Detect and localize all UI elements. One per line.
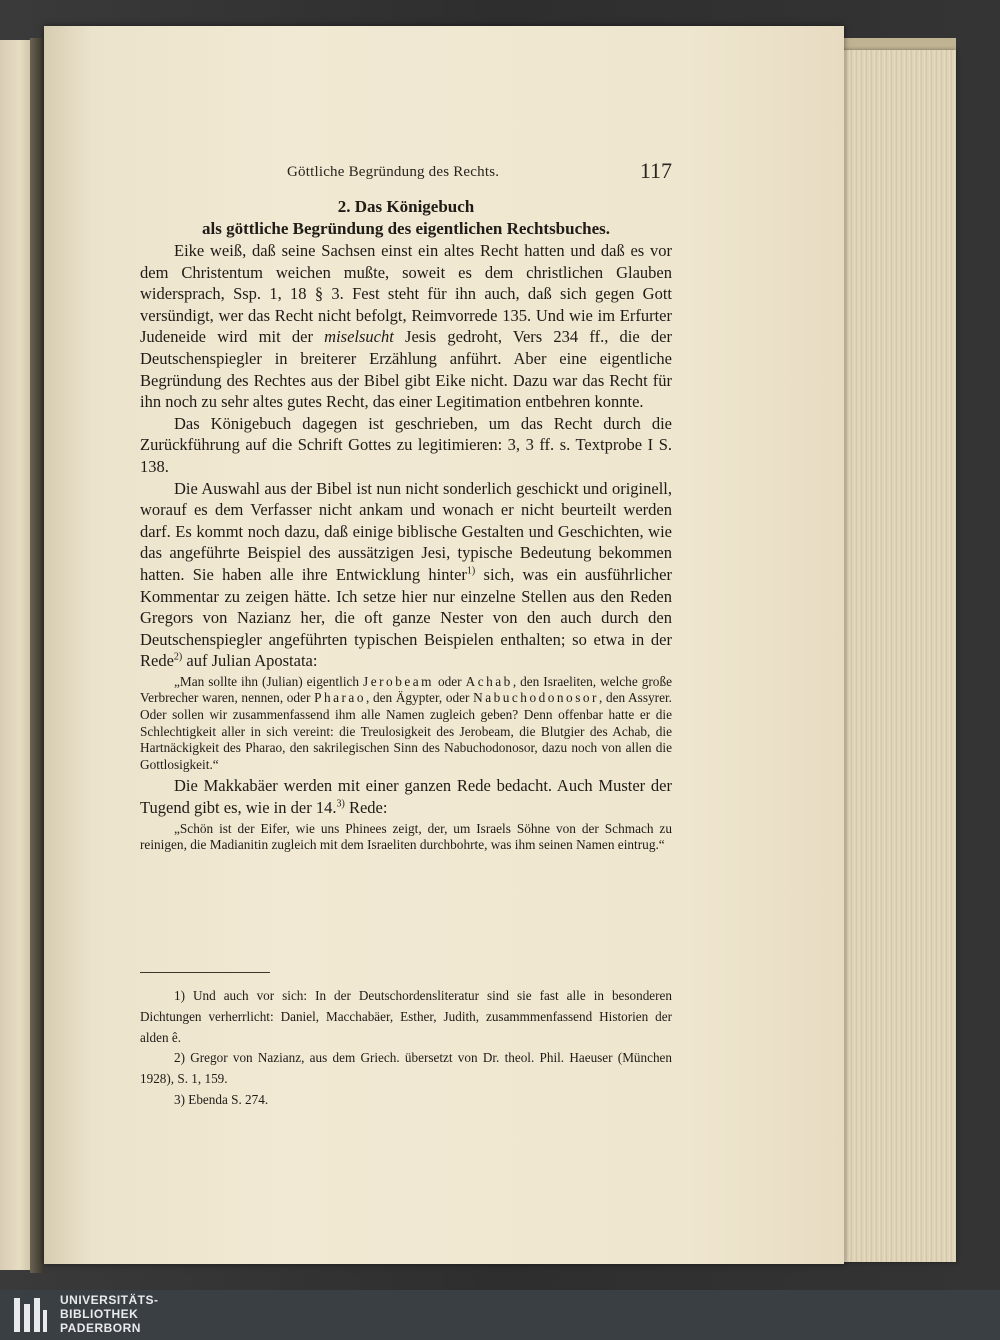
library-name-line-1: UNIVERSITÄTS- (60, 1293, 159, 1307)
quote-1-name-achab: Achab (465, 673, 513, 689)
footnote-2: 2) Gregor von Nazianz, aus dem Griech. übersetzt von Dr. theol. Phil. Haeuser (München 1928), S. 1, 159. (140, 1050, 672, 1087)
paragraph-1 (140, 240, 672, 413)
paragraph-3-text-b: sich, was ein ausführlicher Kommentar zu zeigen hätte. Ich setze hier nur einzelne Stellen aus den Reden Gregors von Nazianz her, die oft ganze Nester von den auch durch den Deutschenspiegler angeführten typischen Beispielen enthalten; so etwa in der Rede (140, 564, 672, 671)
block-quote-2: „Schön ist der Eifer, wie uns Phinees zeigt, der, um Israels Söhne von der Schmach zu reinigen, die Madianitin zugleich mit dem Israeliten durchbohrte, was ihm seinen Namen eintrug.“ (140, 820, 672, 853)
quote-1-text-b: oder (434, 673, 466, 689)
quote-1-text-c: , den Israeliten, welche große Verbrecher waren, nennen, oder (140, 673, 672, 706)
main-text (140, 196, 672, 856)
paragraph-2: Das Königebuch dagegen ist geschrieben, um das Recht durch die Zurückführung auf die Schrift Gottes zu legitimieren: 3, 3 ff. s. Textprobe I S. 138. (140, 413, 672, 476)
paragraph-3-text-a: Die Auswahl aus der Bibel ist nun nicht sonderlich geschickt und originell, worauf es dem Verfasser nicht ankam und wonach er nicht beurteilt werden darf. Es kommt noch dazu, daß einige biblische Gestalten und Geschichten, wie das angeführte Beispiel des aussätzigen Jesi, typische Bedeutung bekommen hatten. Sie haben alle ihre Entwicklung hinter (140, 478, 672, 584)
left-page-edge (0, 40, 32, 1270)
footnote-1: 1) Und auch vor sich: In der Deutschordensliteratur sind sie fast alle in besonderen Dichtungen verherrlicht: Daniel, Macchabäer, Esther, Judith, zusammmenfassend Historien der alden ê. (140, 988, 672, 1045)
page-number: 117 (639, 158, 672, 183)
footnote-ref-1: 1) (466, 565, 476, 577)
footnote-divider (140, 972, 270, 973)
paragraph-3 (140, 478, 672, 672)
library-logo-icon (10, 1294, 50, 1336)
library-name-line-3: PADERBORN (60, 1321, 141, 1335)
quote-1-name-pharao: Pharao (314, 690, 366, 706)
running-header (287, 160, 672, 190)
library-footer (0, 1290, 1000, 1340)
block-quote-1 (140, 674, 672, 774)
quote-1-text-d: , den Ägypter, oder (366, 690, 474, 706)
paragraph-1-italic: miselsucht (324, 327, 394, 347)
library-name (60, 1293, 159, 1335)
paragraph-4-text-b: Rede: (344, 798, 388, 818)
paragraph-4 (140, 775, 672, 818)
footnote-ref-2: 2) (173, 651, 183, 663)
quote-1-name-jerobeam: Jerobeam (363, 673, 434, 689)
quote-1-text-a: „Man sollte ihn (Julian) eigentlich (174, 673, 364, 689)
library-name-line-2: BIBLIOTHEK (60, 1307, 139, 1321)
footnotes (140, 986, 672, 1111)
footnote-3: 3) Ebenda S. 274. (174, 1091, 269, 1107)
paragraph-1-text-b: Jesis gedroht, Vers 234 ff., die der Deutschenspiegler in breiterer Erzählung anführt. Aber eine eigentliche Begründung des Rechtes aus der Bibel gibt Eike nicht. Dazu war das Recht für ihn noch zu sehr altes gutes Recht, das einer Legitimation entbehren konnte. (140, 327, 672, 412)
paragraph-3-text-c: auf Julian Apostata: (182, 651, 318, 671)
paragraph-1-text-a: Eike weiß, daß seine Sachsen einst ein altes Recht hatten und daß es vor dem Christentum weichen mußte, soweit es dem christlichen Glauben widersprach, Ssp. 1, 18 § 3. Fest steht für ihn auch, daß sich gegen Gott versündigt, wer das Recht nicht befolgt, Reimvorrede 135. Und wie im Erfurter Judeneide wird mit der (140, 241, 672, 347)
quote-1-name-nabuchodonosor: Nabuchodonosor (473, 690, 599, 706)
heading-line-1: 2. Das Königebuch (337, 197, 475, 216)
paragraph-4-text-a: Die Makkabäer werden mit einer ganzen Rede bedacht. Auch Muster der Tugend gibt es, wie in der 14. (140, 776, 672, 818)
heading-line-2: als göttliche Begründung des eigentlichen Rechtsbuches. (201, 219, 611, 238)
footnote-ref-3: 3) (336, 798, 345, 810)
gutter-shadow (30, 38, 44, 1273)
running-title: Göttliche Begründung des Rechts. (287, 164, 500, 180)
quote-1-text-e: , den Assyrer. Oder sollen wir zusammenfassend ihm alle Namen zugleich geben? Denn offenbar hatte er die Schlechtigkeit aller in sich vereint: die Treulosigkeit des Jerobeam, die Blutgier des Achab, die Hartnäckigkeit des Pharao, den sakrilegischen Sinn des Nabuchodonosor, dazu noch von allen die Gottlosigkeit.“ (140, 690, 672, 772)
section-heading (140, 196, 672, 240)
page-stack-edge (838, 50, 956, 1262)
